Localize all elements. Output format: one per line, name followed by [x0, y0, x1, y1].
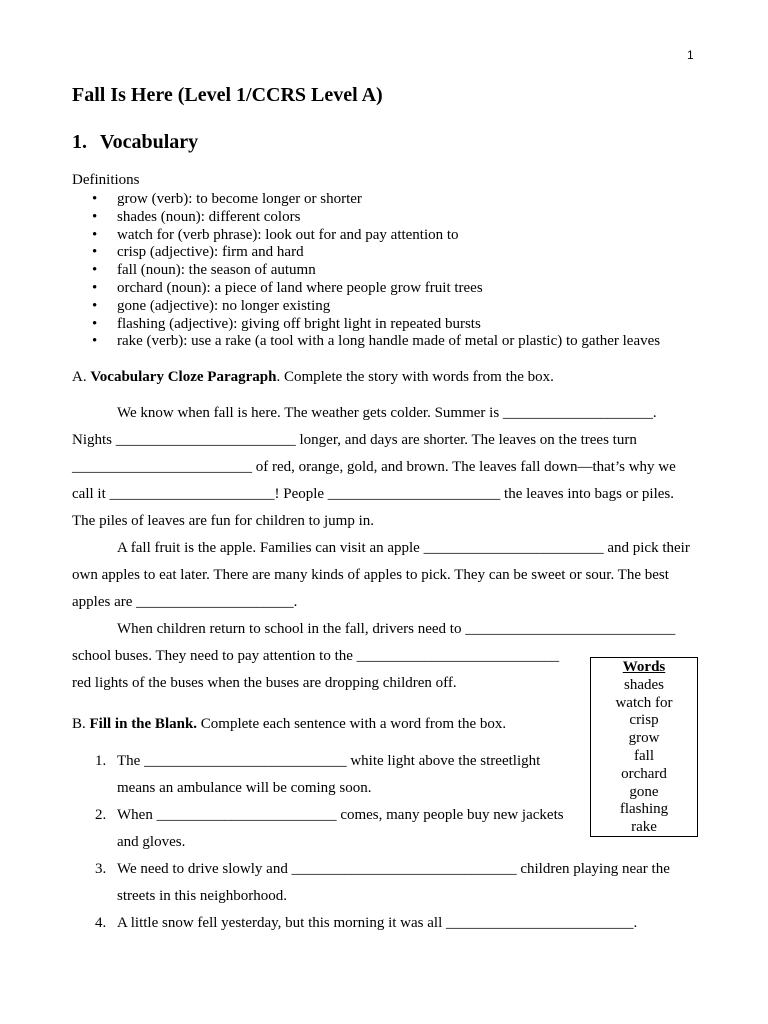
definition-item: • watch for (verb phrase): look out for and pay attention to [72, 227, 712, 245]
part-b-label: B. [72, 716, 86, 732]
word-bank-word: rake [631, 819, 657, 836]
cloze-line: apples are _____________________. [72, 594, 298, 610]
definitions-list [72, 191, 712, 351]
word-bank-word: grow [628, 730, 660, 747]
cloze-line: school buses. They need to pay attention to the ___________________________ [72, 648, 560, 664]
item-text: The ___________________________ white light above the streetlight [117, 753, 541, 769]
word-bank-box [590, 657, 698, 837]
definition-item: • crisp (adjective): firm and hard [72, 244, 712, 262]
definition-item: • grow (verb): to become longer or shorter [72, 191, 712, 209]
cloze-line: The piles of leaves are fun for children to jump in. [72, 513, 374, 529]
definition-item: • flashing (adjective): giving off bright light in repeated bursts [72, 316, 712, 334]
item-text: A little snow fell yesterday, but this morning it was all _________________________. [117, 915, 638, 931]
word-bank-word: flashing [619, 801, 669, 818]
item-text: means an ambulance will be coming soon. [117, 780, 372, 796]
section-heading [72, 131, 198, 154]
part-a-heading [72, 369, 554, 386]
cloze-line: red lights of the buses when the buses are dropping children off. [72, 675, 457, 691]
definition-item: • fall (noun): the season of autumn [72, 262, 712, 280]
definition-item: • orchard (noun): a piece of land where people grow fruit trees [72, 280, 712, 298]
definitions-label: Definitions [72, 172, 140, 188]
cloze-line: Nights ________________________ longer, and days are shorter. The leaves on the trees turn [72, 432, 637, 448]
item-number: 1. [95, 753, 107, 769]
item-number: 4. [95, 915, 107, 931]
document-title: Fall Is Here (Level 1/CCRS Level A) [72, 84, 383, 106]
section-title: Vocabulary [100, 131, 199, 153]
item-text: and gloves. [117, 834, 186, 850]
cloze-line: call it ______________________! People _______________________ the leaves into bags or piles. [72, 486, 675, 502]
part-a-label: A. [72, 369, 87, 385]
part-a-instructions: . Complete the story with words from the box. [276, 369, 554, 385]
cloze-line: own apples to eat later. There are many kinds of apples to pick. They can be sweet or sour. The best [72, 567, 669, 583]
cloze-line: ________________________ of red, orange, gold, and brown. The leaves fall down—that’s why we [72, 459, 676, 475]
definition-item: • shades (noun): different colors [72, 209, 712, 227]
page-number: 1 [687, 48, 694, 62]
word-bank-word: shades [624, 676, 664, 693]
item-number: 3. [95, 861, 107, 877]
word-bank-word: watch for [615, 694, 673, 711]
item-number: 2. [95, 807, 107, 823]
word-bank-word: crisp [629, 712, 659, 729]
word-bank-title: Words [622, 659, 666, 675]
word-bank-word: gone [629, 783, 659, 800]
part-b-heading [72, 716, 506, 733]
definition-item: • rake (verb): use a rake (a tool with a long handle made of metal or plastic) to gather leaves [72, 333, 712, 351]
cloze-line: A fall fruit is the apple. Families can visit an apple ________________________ and pick their [117, 540, 690, 556]
part-b-bold-title: Fill in the Blank. [89, 716, 198, 732]
item-text: streets in this neighborhood. [117, 888, 287, 904]
part-a-bold-title: Vocabulary Cloze Paragraph [90, 369, 277, 385]
word-bank-word: orchard [621, 765, 667, 782]
definition-item: • gone (adjective): no longer existing [72, 298, 712, 316]
word-bank-word: fall [634, 747, 654, 764]
item-text: When ________________________ comes, many people buy new jackets [117, 807, 564, 823]
cloze-line: When children return to school in the fall, drivers need to ____________________________ [117, 621, 676, 637]
item-text: We need to drive slowly and ______________________________ children playing near the [117, 861, 670, 877]
cloze-paragraph [72, 400, 690, 697]
part-b-instructions: Complete each sentence with a word from the box. [197, 716, 507, 732]
section-number: 1. [72, 131, 87, 153]
cloze-line: We know when fall is here. The weather gets colder. Summer is ____________________. [117, 405, 657, 421]
